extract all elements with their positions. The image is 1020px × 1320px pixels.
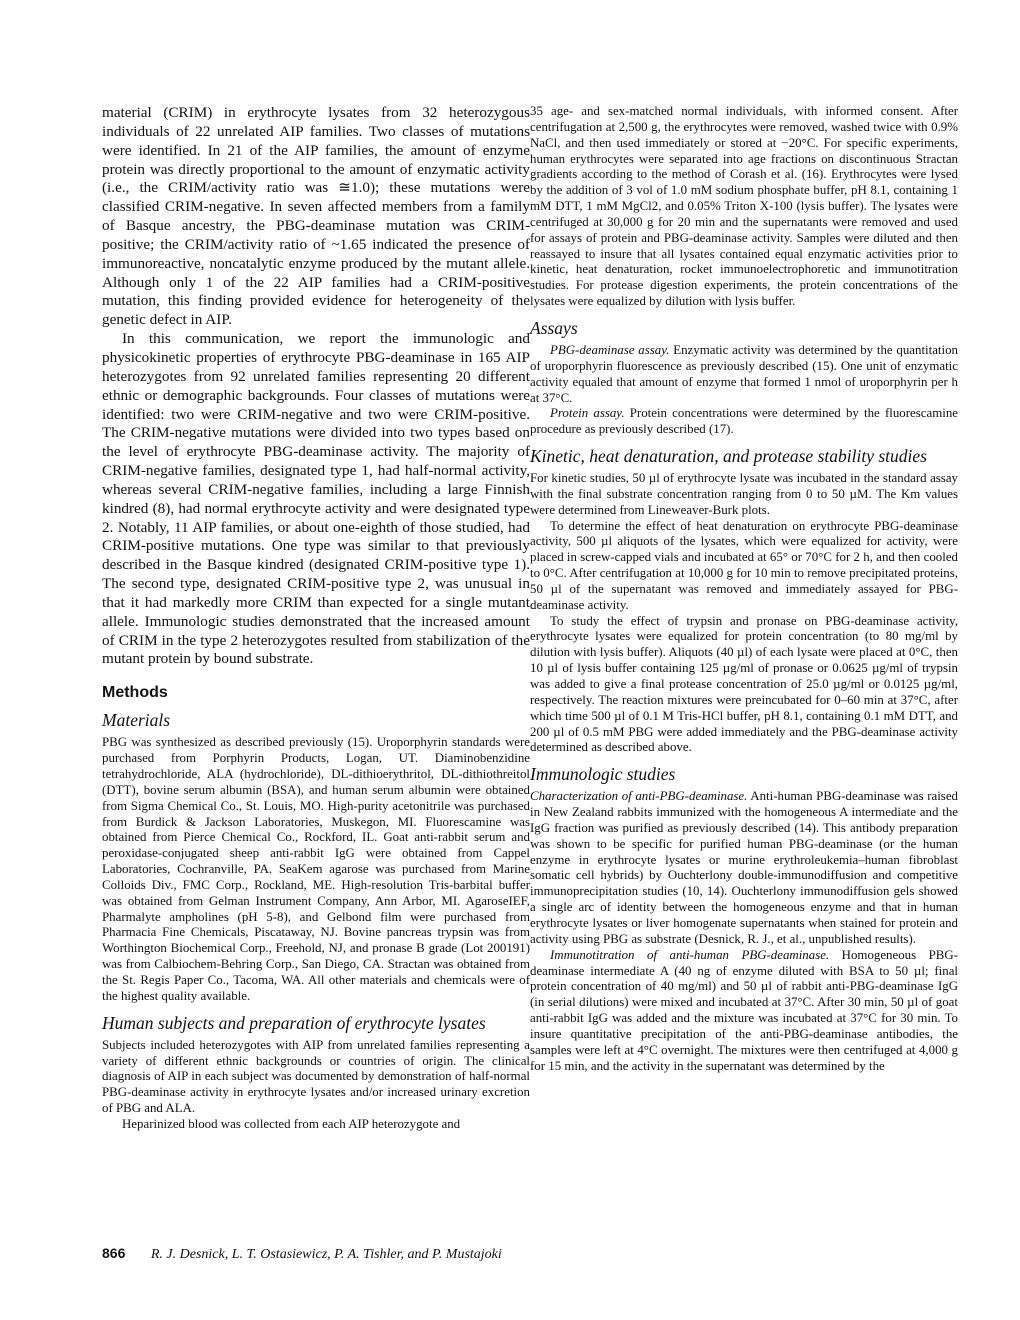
- immuno-heading: Immunologic studies: [530, 764, 676, 785]
- protein-assay-paragraph: [530, 406, 958, 438]
- materials-heading: Materials: [102, 710, 171, 731]
- assays-heading: Assays: [530, 317, 578, 338]
- pbg-assay-text: Enzymatic activity was determined by the quantitation of uroporphyrin fluorescence as previously described (15). One unit of enzymatic activity equaled that amount of enzyme that formed 1 nmol of uroporphyrin per h at 37°C.: [530, 342, 958, 405]
- immuno-paragraph-2: [530, 948, 958, 1075]
- pbg-assay-paragraph: [530, 343, 958, 406]
- subjects-heading: Human subjects and preparation of erythrocyte lysates: [102, 1012, 486, 1033]
- immuno-paragraph-1: [530, 789, 958, 947]
- immuno-text-2: Homogeneous PBG-deaminase intermediate A (40 ng of enzyme diluted with BSA to 50 µl; final protein concentration of 40 mg/ml) and 50 µl of rabbit anti-PBG-deaminase IgG (in serial dilutions) were mixed and incubated at 37°C. After 30 min, 50 µl of goat anti-rabbit IgG was added and the mixture was incubated at 37°C for 30 min. To insure quantitative precipitation of the anti-PBG-deaminase antibodies, the samples were left at 4°C overnight. The mixtures were then centrifuged at 4,000 g for 15 min, and the activity in the supernatant was determined by the: [530, 947, 958, 1073]
- intro-paragraph-1: material (CRIM) in erythrocyte lysates from 32 heterozygous individuals of 22 unrelated AIP families. Two classes of mutations were identified. In 21 of the AIP families, the amount of enzyme protein was directly proportional to the amount of enzymatic activity (i.e., the CRIM/activity ratio was ≅1.0); these mutations were classified CRIM-negative. In seven affected members from a family of Basque ancestry, the PBG-deaminase mutation was CRIM-positive; the CRIM/activity ratio of ~1.65 indicated the presence of immunoreactive, noncatalytic enzyme produced by the mutant allele. Although only 1 of the 22 AIP families had a CRIM-positive mutation, this finding provided evidence for heterogeneity of the genetic defect in AIP.: [102, 104, 530, 329]
- kinetic-paragraph-1: For kinetic studies, 50 µl of erythrocyte lysate was incubated in the standard assay with the final substrate concentration ranging from 0 to 50 µM. The Km values were determined from Lineweaver-Burk plots.: [530, 471, 958, 517]
- subjects-paragraph-1: Subjects included heterozygotes with AIP from unrelated families representing a variety of different ethnic backgrounds or countries of origin. The clinical diagnosis of AIP in each subject was documented by demonstration of half-normal PBG-deaminase activity in erythrocyte lysates and/or increased urinary excretion of PBG and ALA.: [102, 1037, 530, 1116]
- page-footer: [102, 1245, 502, 1263]
- right-column: [530, 104, 958, 1074]
- methods-heading: Methods: [102, 684, 168, 702]
- kinetic-paragraph-2: To determine the effect of heat denaturation on erythrocyte PBG-deaminase activity, 500 µl aliquots of the lysates, which were equalized for activity, were placed in screw-capped vials and incubated at 65° or 70°C for 2 h, and then cooled to 0°C. After centrifugation at 10,000 g for 10 min to remove precipitated proteins, 50 µl of the supernatant was removed and immediately assayed for PBG-deaminase activity.: [530, 518, 958, 612]
- pbg-assay-label: PBG-deaminase assay.: [550, 342, 670, 357]
- kinetic-heading: Kinetic, heat denaturation, and protease stability studies: [530, 446, 927, 467]
- page-number: 866: [102, 1245, 126, 1261]
- intro-paragraph-2: In this communication, we report the immunologic and physicokinetic properties of erythrocyte PBG-deaminase in 165 AIP heterozygotes from 92 unrelated families representing 20 different ethnic or demographic backgrounds. Four classes of mutations were identified: two were CRIM-negative and two were CRIM-positive. The CRIM-negative mutations were divided into two types based on the level of erythrocyte PBG-deaminase activity. The majority of CRIM-negative families, designated type 1, had half-normal activity, whereas several CRIM-negative families, including a large Finnish kindred (8), had normal erythrocyte activity and were designated type 2. Notably, 11 AIP families, or about one-eighth of those studied, had CRIM-positive mutations. One type was similar to that previously described in the Basque kindred (designated CRIM-positive type 1). The second type, designated CRIM-positive type 2, was unusual in that it had markedly more CRIM than expected for a single mutant allele. Immunologic studies demonstrated that the increased amount of CRIM in the type 2 heterozygotes resulted from stabilization of the mutant protein by bound substrate.: [102, 330, 530, 668]
- immuno-label-1: Characterization of anti-PBG-deaminase.: [530, 789, 748, 804]
- running-authors: R. J. Desnick, L. T. Ostasiewicz, P. A. Tishler, and P. Mustajoki: [150, 1247, 502, 1262]
- kinetic-paragraph-3: To study the effect of trypsin and pronase on PBG-deaminase activity, erythrocyte lysates were equalized for protein concentration (to 80 mg/ml by dilution with lysis buffer). Aliquots (40 µl) of each lysate were placed at 0°C, then 10 µl of lysis buffer containing 125 µg/ml of pronase or 0.0625 µg/ml of trypsin was added to give a final protease concentration of 25.0 µg/ml or 0.0125 µg/ml, respectively. The reaction mixtures were preincubated for 0–60 min at 37°C, after which time 500 µl of 0.1 M Tris-HCl buffer, pH 8.1, containing 0.1 mM DTT, and 200 µl of 0.5 mM PBG were added immediately and the PBG-deaminase activity determined as described above.: [530, 613, 958, 755]
- immuno-label-2: Immunotitration of anti-human PBG-deaminase.: [550, 947, 830, 962]
- immuno-text-1: Anti-human PBG-deaminase was raised in New Zealand rabbits immunized with the homogeneous A intermediate and the IgG fraction was purified as previously described (14). This antibody preparation was shown to be specific for purified human PBG-deaminase (or the human enzyme in erythrocyte lysates or murine erythroleukemia–human fibroblast somatic cell hybrids) by Ouchterlony double-immunodiffusion and competitive immunoprecipitation studies (10, 14). Ouchterlony immunodiffusion gels showed a single arc of identity between the homogeneous enzyme and that in human erythrocyte lysates or liver homogenate supernatants when stained for protein and activity using PBG as substrate (Desnick, R. J., et al., unpublished results).: [530, 789, 958, 946]
- materials-paragraph: PBG was synthesized as described previously (15). Uroporphyrin standards were purchased from Porphyrin Products, Logan, UT. Diaminobenzidine tetrahydrochloride, ALA (hydrochloride), DL-dithioerythritol, DL-dithiothreitol (DTT), bovine serum albumin (BSA), and human serum albumin were obtained from Sigma Chemical Co., St. Louis, MO. High-purity acetonitrile was purchased from Burdick & Jackson Laboratories, Muskegon, MI. Fluorescamine was obtained from Pierce Chemical Co., Rockford, IL. Goat anti-rabbit serum and peroxidase-conjugated sheep anti-rabbit IgG were obtained from Cappel Laboratories, Cochranville, PA. SeaKem agarose was purchased from Marine Colloids Div., FMC Corp., Rockland, ME. High-resolution Tris-barbital buffer was obtained from Gelman Instrument Company, Ann Arbor, MI. AgaroseIEF, Pharmalyte ampholines (pH 5-8), and Gelbond film were purchased from Pharmacia Fine Chemicals, Piscataway, NJ. Bovine pancreas trypsin was from Worthington Biochemical Corp., Freehold, NJ, and pronase B grade (Lot 200191) was from Calbiochem-Behring Corp., San Diego, CA. Stractan was obtained from the St. Regis Paper Co., Tacoma, WA. All other materials and chemicals were of the highest quality available.: [102, 735, 530, 1003]
- subjects-paragraph-2: Heparinized blood was collected from each AIP heterozygote and: [122, 1116, 461, 1131]
- lysate-paragraph: 35 age- and sex-matched normal individuals, with informed consent. After centrifugation at 2,500 g, the erythrocytes were removed, washed twice with 0.9% NaCl, and then used immediately or stored at −20°C. For specific experiments, human erythrocytes were separated into age fractions on discontinuous Stractan gradients according to the method of Corash et al. (16). Erythrocytes were lysed by the addition of 3 vol of 1.0 mM sodium phosphate buffer, pH 8.1, containing 1 mM DTT, 1 mM MgCl2, and 0.05% Triton X-100 (lysis buffer). The lysates were centrifuged at 30,000 g for 20 min and the supernatants were removed and used for assays of protein and PBG-deaminase activity. Samples were diluted and then reassayed to insure that all lysates contained equal enzymatic activities prior to kinetic, heat denaturation, rocket immunoelectrophoretic and immunotitration studies. For protease digestion experiments, the protein concentrations of the lysates were equalized by dilution with lysis buffer.: [530, 104, 958, 309]
- protein-assay-label: Protein assay.: [550, 406, 625, 421]
- protein-assay-text: Protein concentrations were determined by the fluorescamine procedure as previously described (17).: [530, 406, 958, 437]
- left-column: [102, 104, 530, 1133]
